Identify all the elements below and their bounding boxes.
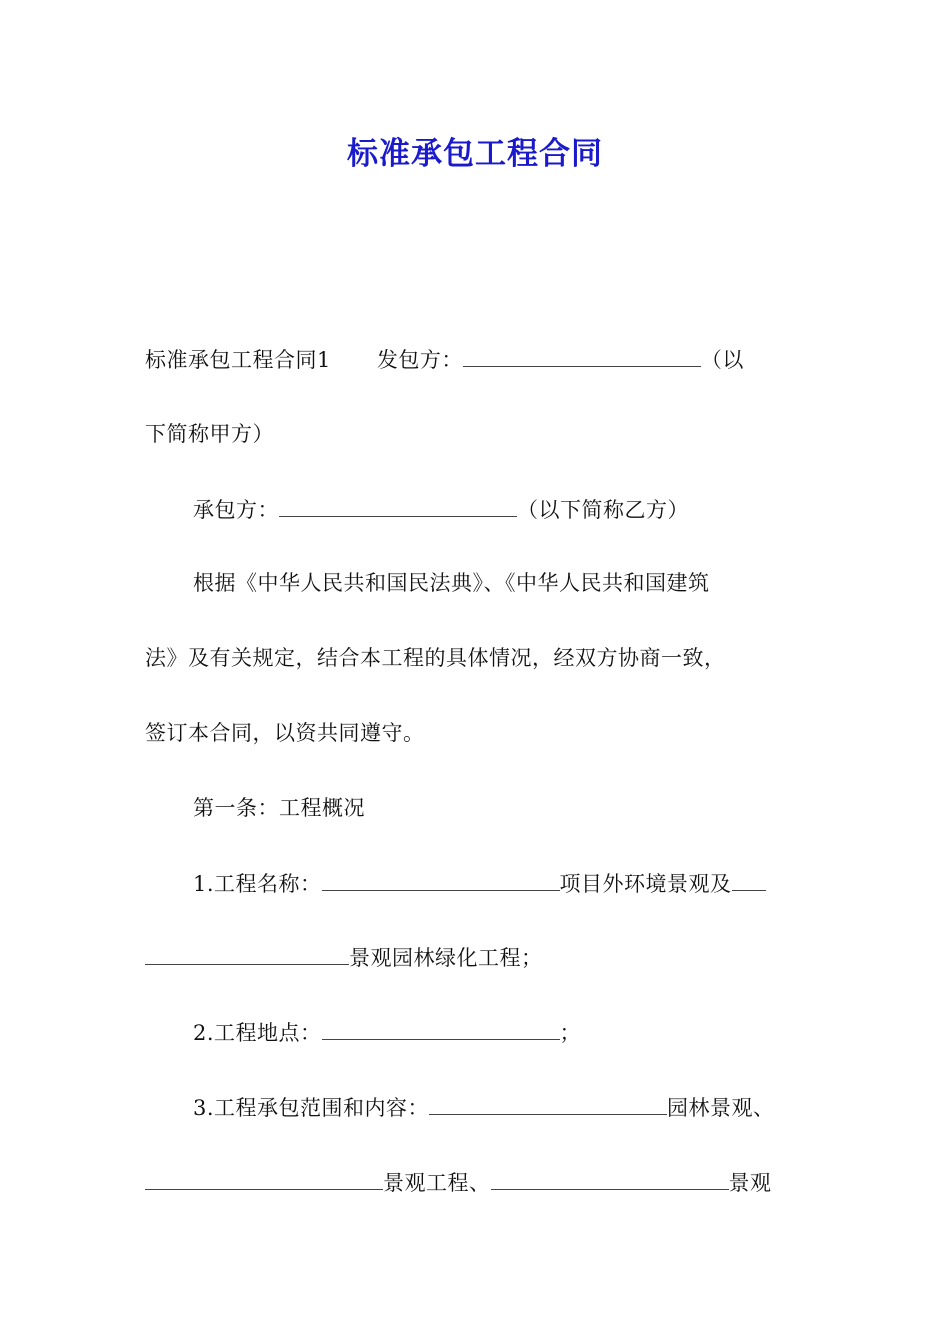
project-name-blank-2[interactable] (732, 868, 766, 891)
paragraph-line (193, 494, 689, 525)
paragraph-line (145, 643, 726, 673)
contractor-abbr-text: （以下简称乙方） (517, 498, 689, 522)
paragraph-line (193, 868, 766, 899)
document-title: 标准承包工程合同 (347, 136, 603, 172)
employer-blank[interactable] (463, 344, 701, 367)
scope-text: 园林景观、 (667, 1096, 775, 1120)
article-heading: 第一条：工程概况 (193, 796, 365, 820)
project-name-label: 1.工程名称： (193, 872, 322, 896)
project-name-text: 项目外环境景观及 (559, 872, 732, 896)
employer-abbr-text: （以 (700, 348, 744, 372)
project-name-blank-3[interactable] (145, 942, 349, 965)
project-name-cont: 景观园林绿化工程； (349, 946, 543, 970)
paragraph-line (145, 718, 425, 748)
scope-label: 3.工程承包范围和内容： (193, 1096, 430, 1120)
project-location-label: 2.工程地点： (193, 1021, 322, 1045)
employer-label: 发包方： (376, 348, 463, 372)
scope-blank[interactable] (429, 1092, 667, 1115)
body-text: 签订本合同，以资共同遵守。 (145, 721, 425, 745)
paragraph-line (145, 1167, 772, 1198)
paragraph-line (145, 419, 274, 449)
paragraph-line (193, 1017, 581, 1048)
scope-blank-2[interactable] (145, 1167, 383, 1190)
paragraph-line (145, 942, 543, 973)
contractor-label: 承包方： (193, 498, 279, 522)
project-location-blank[interactable] (322, 1017, 560, 1040)
body-text: 根据《中华人民共和国民法典》、《中华人民共和国建筑 (193, 571, 710, 595)
paragraph-line (193, 568, 710, 598)
project-name-blank[interactable] (322, 868, 560, 891)
punctuation: ； (559, 1021, 582, 1045)
contract-heading-text: 标准承包工程合同1 (145, 348, 331, 372)
contractor-blank[interactable] (279, 494, 517, 517)
scope-blank-3[interactable] (491, 1167, 729, 1190)
paragraph-line (193, 1092, 775, 1123)
section-heading (193, 793, 365, 823)
scope-text: 景观工程、 (383, 1171, 491, 1195)
paragraph-line (145, 344, 744, 375)
scope-text: 景观 (728, 1171, 772, 1195)
employer-abbr-cont: 下简称甲方） (145, 422, 274, 446)
body-text: 法》及有关规定，结合本工程的具体情况，经双方协商一致， (145, 646, 726, 670)
